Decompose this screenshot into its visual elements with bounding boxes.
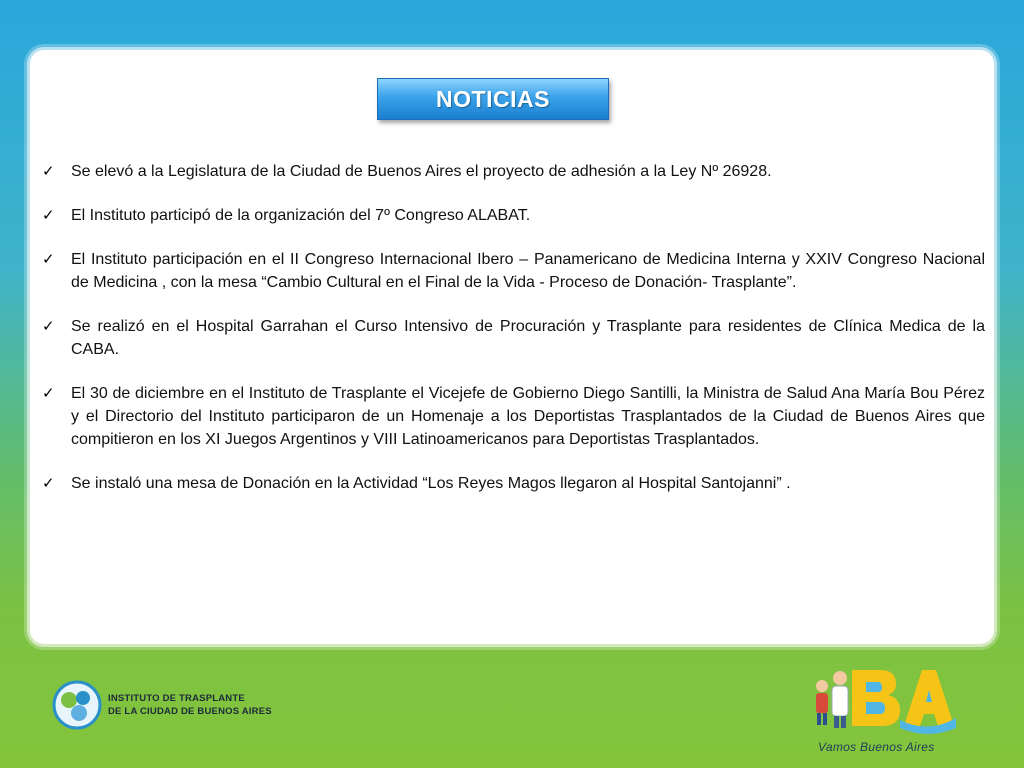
news-text: El 30 de diciembre en el Instituto de Trasplante el Vicejefe de Gobierno Diego Santilli, la Ministra de Salud Ana María Bou Pérez y el Directorio del Instituto participaron de un Homenaje a los Deportistas Trasplantados de la Ciudad de Buenos Aires que compitieron en los XI Juegos Argentinos y VIII Latinoamericanos para Deportistas Trasplantados.	[71, 385, 985, 448]
list-item	[40, 204, 985, 227]
list-item	[40, 160, 985, 183]
news-text: El Instituto participó de la organización del 7º Congreso ALABAT.	[71, 207, 531, 224]
ba-logo	[808, 662, 958, 762]
page-title: NOTICIAS	[377, 78, 609, 120]
institute-name	[108, 692, 272, 718]
news-text: Se elevó a la Legislatura de la Ciudad de Buenos Aires el proyecto de adhesión a la Ley Nº 26928.	[71, 163, 772, 180]
check-icon: ✓	[42, 207, 55, 224]
institute-name-line2: DE LA CIUDAD DE BUENOS AIRES	[108, 706, 272, 717]
list-item	[40, 472, 985, 495]
institute-logo	[52, 678, 292, 738]
list-item	[40, 248, 985, 294]
institute-name-line1: INSTITUTO DE TRASPLANTE	[108, 693, 245, 704]
list-item	[40, 315, 985, 361]
institute-emblem-icon	[52, 678, 102, 732]
news-text: Se instaló una mesa de Donación en la Actividad “Los Reyes Magos llegaron al Hospital Santojanni” .	[71, 475, 791, 492]
check-icon: ✓	[42, 163, 55, 180]
check-icon: ✓	[42, 475, 55, 492]
check-icon: ✓	[42, 385, 55, 402]
news-text: El Instituto participación en el II Congreso Internacional Ibero – Panamericano de Medicina Interna y XXIV Congreso Nacional de Medicina , con la mesa “Cambio Cultural en el Final de la Vida - Proceso de Donación- Trasplante”.	[71, 251, 985, 291]
ba-tagline: Vamos Buenos Aires	[818, 740, 935, 754]
news-list	[40, 160, 985, 516]
list-item	[40, 382, 985, 451]
check-icon: ✓	[42, 251, 55, 268]
ba-logo-icon	[808, 662, 958, 740]
news-text: Se realizó en el Hospital Garrahan el Curso Intensivo de Procuración y Trasplante para residentes de Clínica Medica de la CABA.	[71, 318, 985, 358]
check-icon: ✓	[42, 318, 55, 335]
